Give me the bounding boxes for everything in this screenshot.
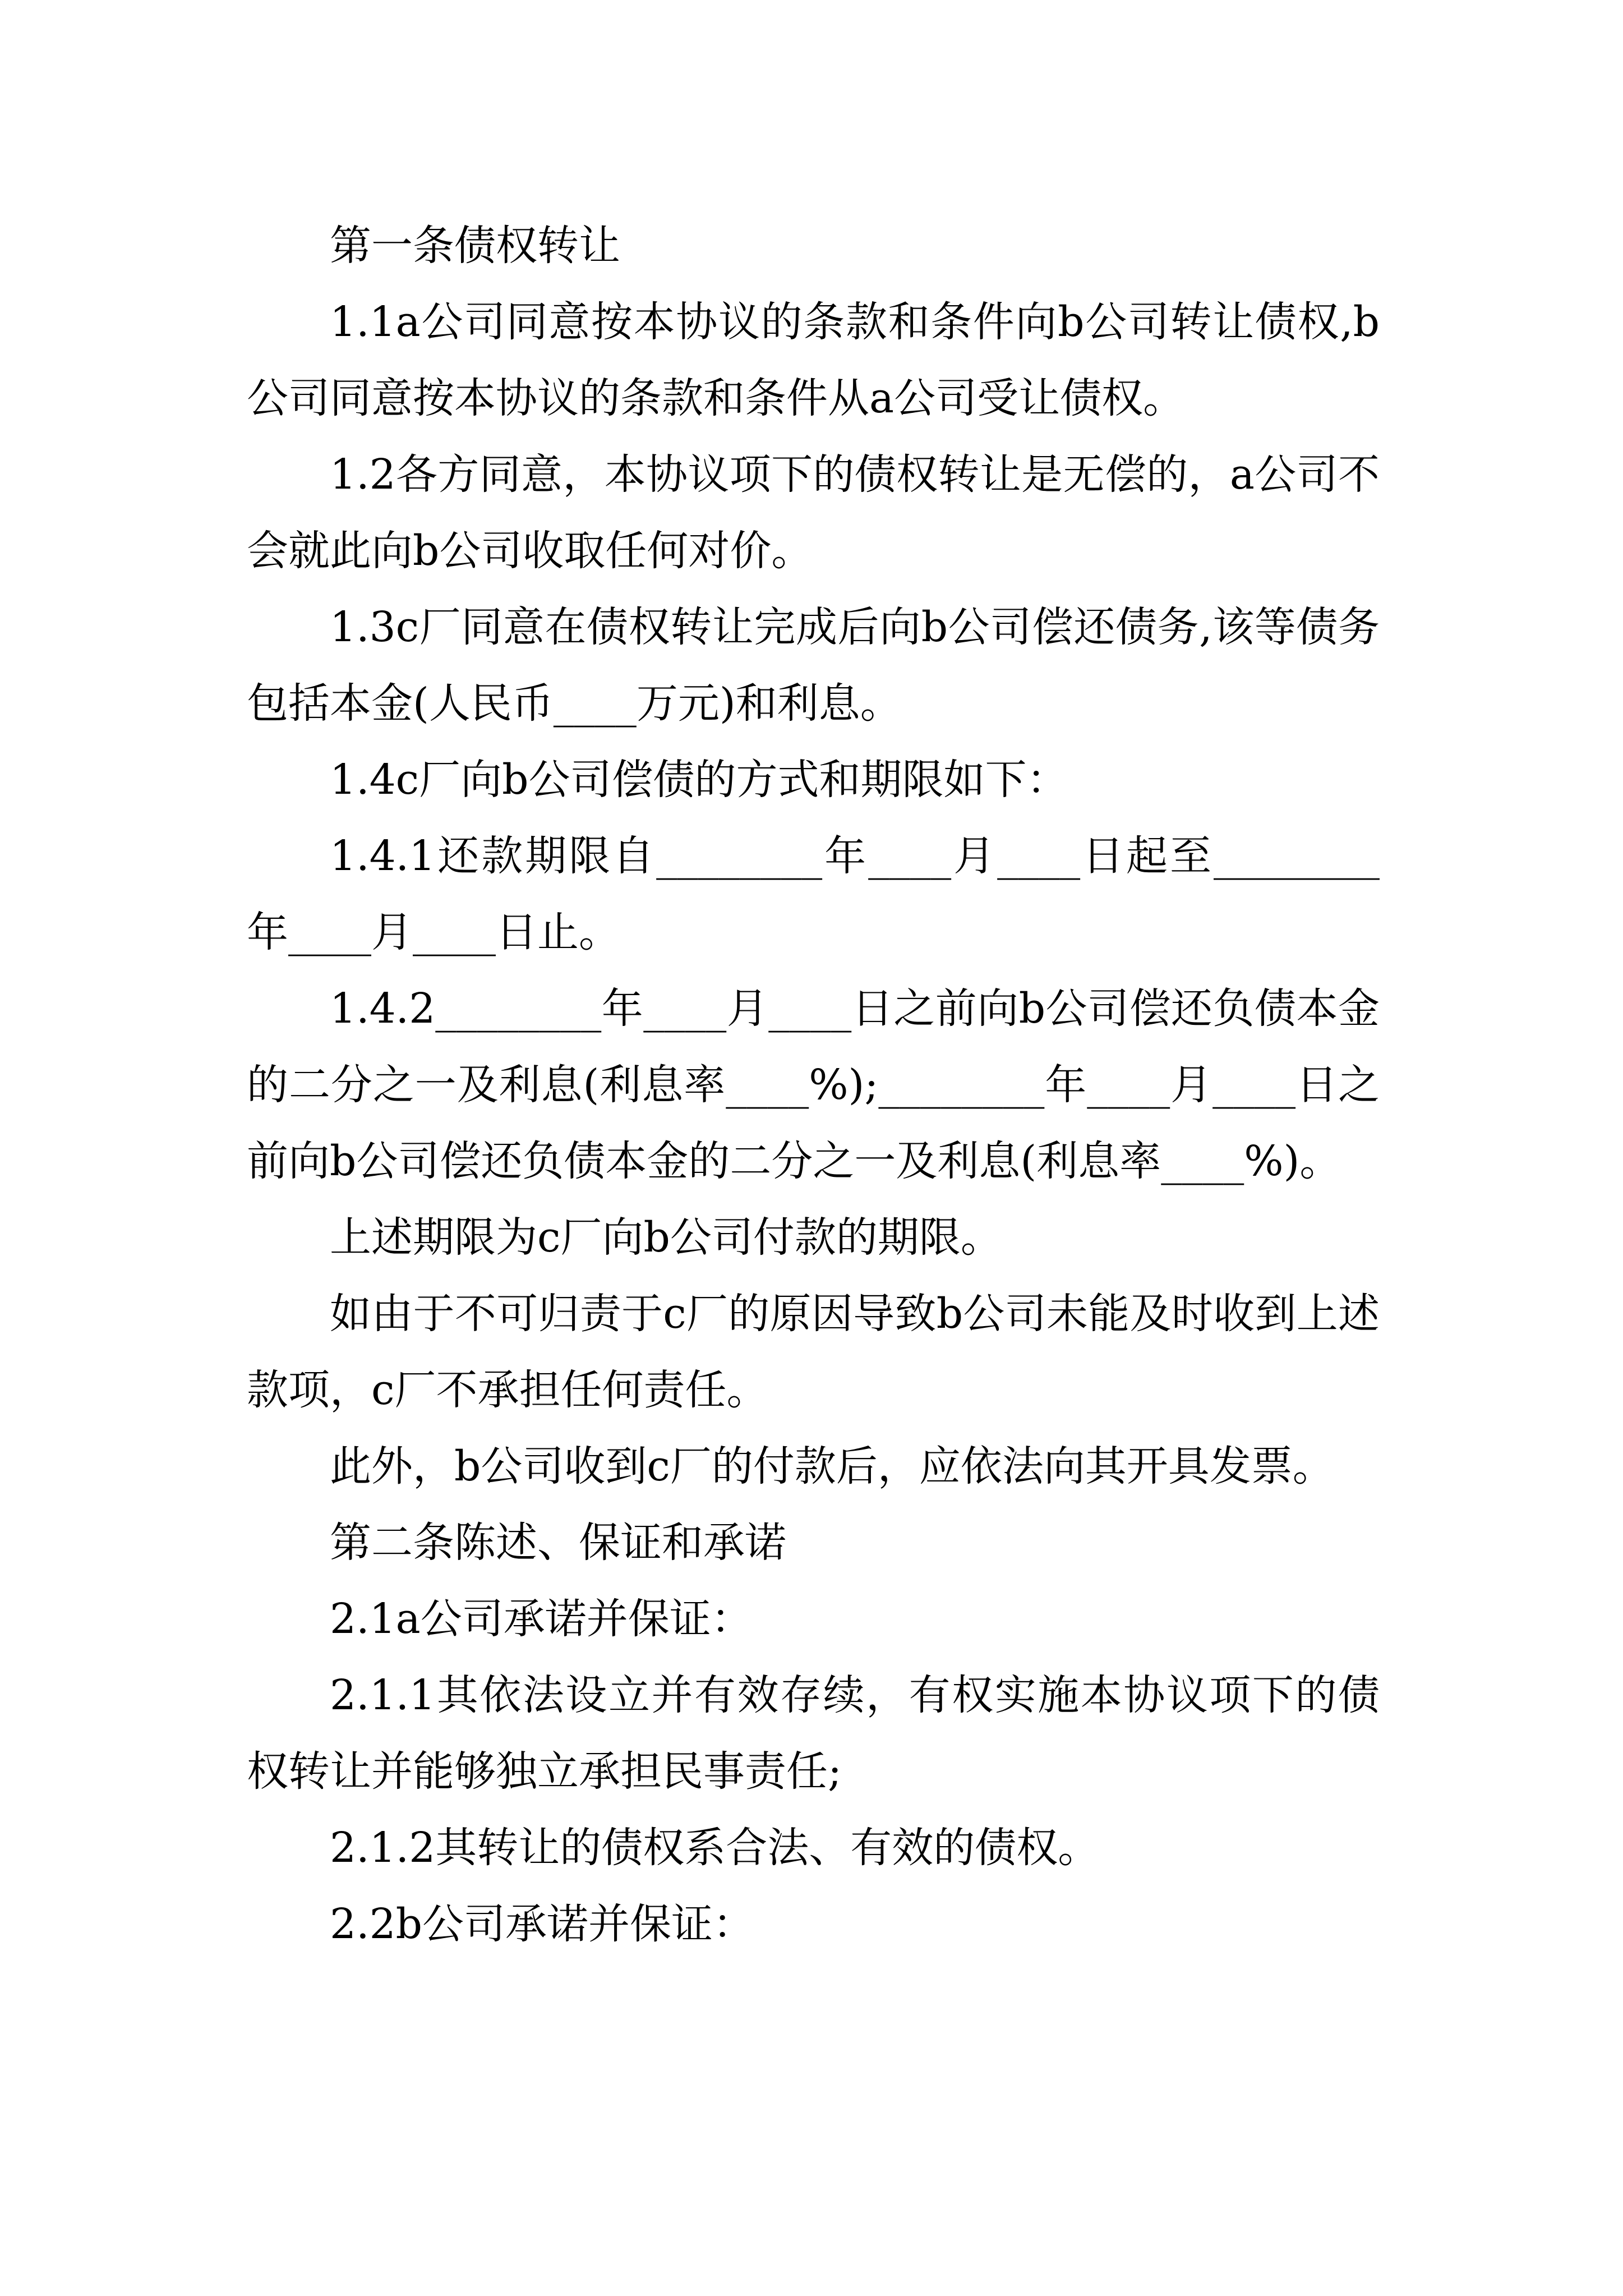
clause-1-3: 1.3c厂同意在债权转让完成后向b公司偿还债务,该等债务包括本金(人民币____万元)和利息。 bbox=[247, 603, 1380, 728]
clause-1-4: 1.4c厂向b公司偿债的方式和期限如下： bbox=[330, 756, 1068, 804]
clause-2-1-2: 2.1.2其转让的债权系合法、有效的债权。 bbox=[330, 1824, 1100, 1872]
clause-1-1: 1.1a公司同意按本协议的条款和条件向b公司转让债权,b公司同意按本协议的条款和条件从a公司受让债权。 bbox=[247, 298, 1380, 422]
clause-1-2: 1.2各方同意，本协议项下的债权转让是无偿的，a公司不会就此向b公司收取任何对价。 bbox=[247, 450, 1380, 575]
document-body bbox=[247, 208, 1380, 1962]
clause-2-1: 2.1a公司承诺并保证： bbox=[330, 1595, 753, 1643]
clause-2-1-1: 2.1.1其依法设立并有效存续，有权实施本协议项下的债权转让并能够独立承担民事责任; bbox=[247, 1671, 1380, 1796]
section-heading-2: 第二条陈述、保证和承诺 bbox=[330, 1519, 786, 1567]
section-heading-1: 第一条债权转让 bbox=[330, 222, 620, 270]
clause-1-4-2: 1.4.2________年____月____日之前向b公司偿还负债本金的二分之一及利息(利息率____%);________年____月____日之前向b公司偿还负债本金的二分之一及利息(利息率____%)。 bbox=[247, 984, 1380, 1185]
payment-term-note: 上述期限为c厂向b公司付款的期限。 bbox=[330, 1213, 1002, 1262]
clause-1-4-1: 1.4.1还款期限自________年____月____日起至________年____月____日止。 bbox=[247, 832, 1380, 956]
invoice-note: 此外，b公司收到c厂的付款后，应依法向其开具发票。 bbox=[330, 1442, 1334, 1490]
clause-2-2: 2.2b公司承诺并保证： bbox=[330, 1900, 755, 1948]
liability-note: 如由于不可归责于c厂的原因导致b公司未能及时收到上述款项，c厂不承担任何责任。 bbox=[247, 1290, 1380, 1414]
